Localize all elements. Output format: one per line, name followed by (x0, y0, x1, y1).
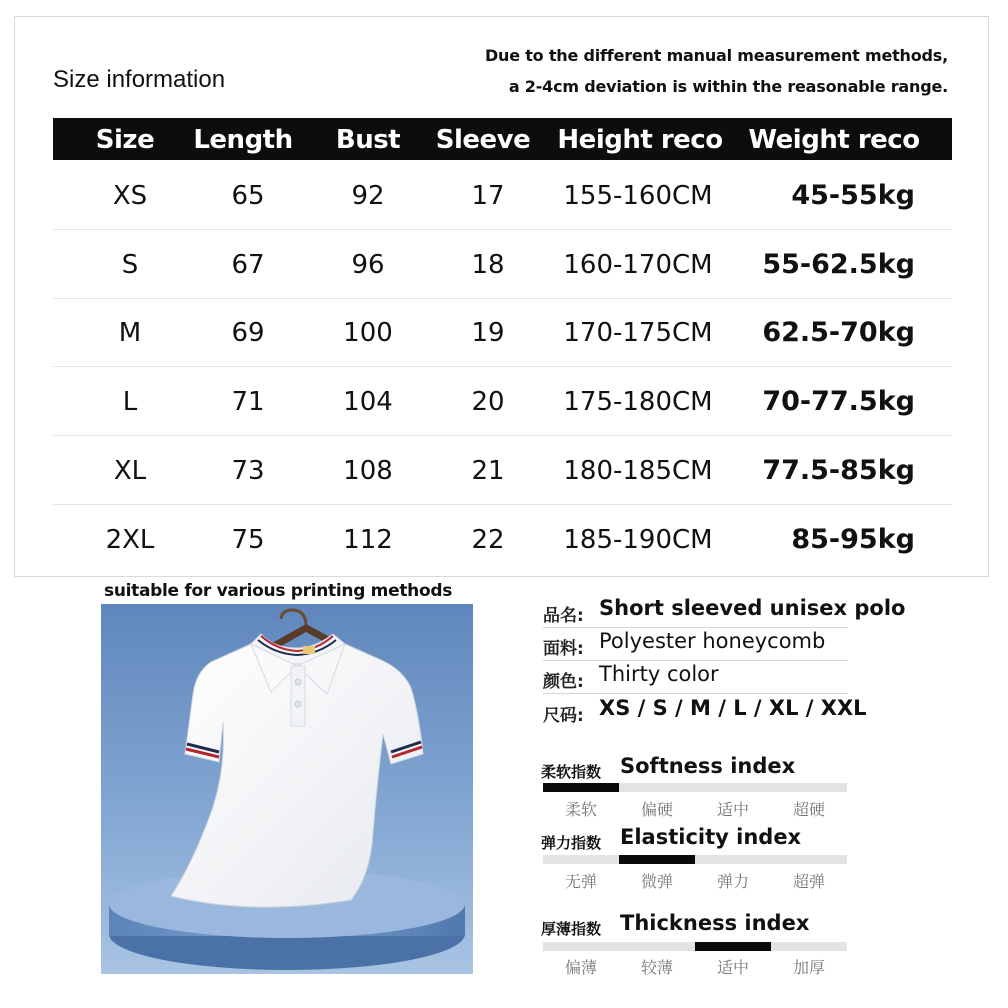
cell-height: 155-160CM (563, 181, 713, 211)
spec-fabric (543, 630, 848, 661)
elasticity-index-fill (619, 855, 695, 864)
index-key: 弹力指数 (541, 834, 602, 852)
cell-bust: 108 (343, 456, 393, 486)
spec-key: 颜色: (543, 672, 584, 692)
col-weight: Weight reco (748, 125, 920, 155)
col-bust: Bust (335, 125, 401, 155)
softness-index-bar (543, 783, 847, 792)
cell-sleeve: 20 (471, 387, 505, 417)
cell-height: 175-180CM (563, 387, 713, 417)
cell-height: 170-175CM (563, 318, 713, 348)
col-length: Length (193, 125, 293, 155)
elasticity-level: 微弹 (640, 872, 673, 891)
cell-length: 75 (231, 525, 265, 555)
cell-length: 71 (231, 387, 265, 417)
elasticity-index-bar (543, 855, 847, 864)
table-row (53, 436, 952, 505)
product-photo (101, 604, 473, 974)
elasticity-level: 弹力 (716, 872, 749, 891)
cell-weight: 77.5-85kg (762, 455, 915, 486)
cell-sleeve: 22 (471, 525, 505, 555)
softness-level: 适中 (716, 800, 749, 819)
cell-size: 2XL (105, 525, 155, 555)
size-info-title: Size information (53, 66, 226, 93)
thickness-index-bar (543, 942, 847, 951)
spec-key: 面料: (543, 639, 584, 659)
softness-level: 超硬 (792, 800, 825, 819)
table-row (53, 230, 952, 299)
cell-size: XL (113, 456, 147, 486)
spec-key: 品名: (543, 606, 584, 626)
thickness-level: 加厚 (792, 958, 825, 977)
cell-length: 65 (231, 181, 265, 211)
col-height: Height reco (557, 125, 723, 155)
thickness-index-fill (695, 942, 771, 951)
cell-bust: 96 (351, 250, 385, 280)
measurement-note-line2: a 2-4cm deviation is within the reasonable range. (508, 77, 948, 96)
softness-level: 偏硬 (640, 800, 673, 819)
spec-value: Short sleeved unisex polo (599, 596, 906, 620)
index-key: 柔软指数 (541, 763, 602, 781)
elasticity-level: 超弹 (792, 872, 825, 891)
cell-sleeve: 18 (471, 250, 505, 280)
index-title: Elasticity index (620, 825, 802, 849)
cell-weight: 45-55kg (791, 180, 915, 211)
spec-product-name (543, 596, 906, 628)
index-key: 厚薄指数 (541, 920, 602, 938)
cell-size: XS (112, 181, 148, 211)
size-table-header (53, 118, 952, 160)
spec-value: Polyester honeycomb (599, 629, 826, 653)
index-title: Thickness index (620, 911, 810, 935)
printing-caption: suitable for various printing methods (104, 581, 453, 601)
cell-sleeve: 19 (471, 318, 505, 348)
spec-sizes (543, 696, 867, 727)
table-row (53, 298, 952, 367)
thickness-level: 偏薄 (564, 958, 597, 977)
cell-length: 67 (231, 250, 265, 280)
thickness-level: 较薄 (640, 958, 673, 977)
cell-sleeve: 21 (471, 456, 505, 486)
col-sleeve: Sleeve (435, 125, 531, 155)
cell-height: 185-190CM (563, 525, 713, 555)
softness-index-fill (543, 783, 619, 792)
elasticity-level: 无弹 (564, 872, 597, 891)
polo-shirt-illustration (101, 604, 473, 974)
thickness-level: 适中 (716, 958, 749, 977)
spec-value: XS / S / M / L / XL / XXL (599, 696, 867, 720)
cell-size: L (122, 387, 138, 417)
cell-bust: 112 (343, 525, 393, 555)
softness-level: 柔软 (564, 800, 597, 819)
cell-weight: 70-77.5kg (762, 386, 915, 417)
cell-bust: 100 (343, 318, 393, 348)
spec-color (543, 663, 848, 694)
cell-size: M (118, 318, 142, 348)
cell-height: 180-185CM (563, 456, 713, 486)
cell-bust: 104 (343, 387, 393, 417)
spec-value: Thirty color (599, 662, 719, 686)
measurement-note-line1: Due to the different manual measurement methods, (484, 46, 948, 65)
cell-length: 73 (231, 456, 265, 486)
table-row (53, 505, 952, 573)
cell-bust: 92 (351, 181, 385, 211)
cell-length: 69 (231, 318, 265, 348)
index-title: Softness index (620, 754, 796, 778)
cell-sleeve: 17 (471, 181, 505, 211)
cell-weight: 85-95kg (791, 524, 915, 555)
cell-size: S (121, 250, 139, 280)
table-row (53, 367, 952, 436)
cell-weight: 55-62.5kg (762, 249, 915, 280)
spec-key: 尺码: (543, 706, 584, 726)
cell-weight: 62.5-70kg (762, 317, 915, 348)
cell-height: 160-170CM (563, 250, 713, 280)
col-size: Size (95, 125, 155, 155)
table-row (53, 161, 952, 230)
